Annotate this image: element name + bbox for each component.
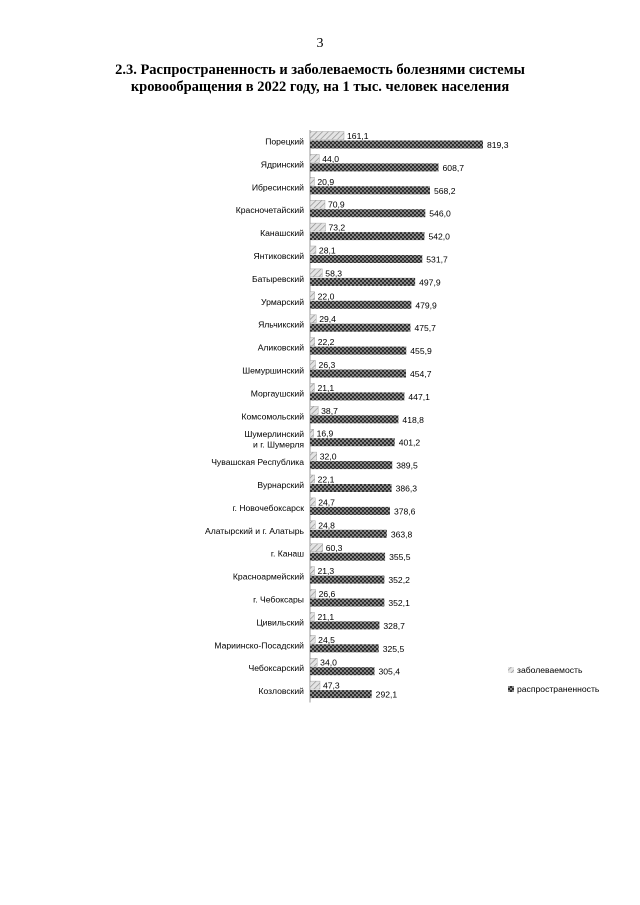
data-label-incidence: 58,3 bbox=[325, 268, 343, 279]
data-label-incidence: 24,7 bbox=[318, 497, 335, 508]
bar-prevalence bbox=[310, 530, 387, 538]
category-label: Красночетайский bbox=[235, 205, 304, 216]
data-label-incidence: 38,7 bbox=[321, 405, 338, 416]
data-label-prevalence: 325,5 bbox=[382, 643, 405, 654]
bar-prevalence bbox=[310, 667, 374, 675]
bar-incidence bbox=[310, 132, 344, 140]
category-label: Канашский bbox=[260, 228, 304, 239]
legend-swatch bbox=[508, 686, 514, 692]
bar-incidence bbox=[310, 498, 315, 506]
data-label-incidence: 70,9 bbox=[327, 199, 345, 210]
data-label-prevalence: 328,7 bbox=[383, 620, 405, 631]
bar-incidence bbox=[310, 406, 318, 414]
data-label-prevalence: 819,3 bbox=[487, 140, 509, 150]
data-label-incidence: 16,9 bbox=[316, 428, 334, 439]
bar-incidence bbox=[310, 544, 323, 552]
data-label-incidence: 22,2 bbox=[317, 337, 335, 348]
data-label-prevalence: 418,8 bbox=[402, 414, 424, 425]
data-label-incidence: 34,0 bbox=[320, 657, 337, 668]
bar-prevalence bbox=[310, 690, 372, 698]
bar-prevalence bbox=[310, 278, 415, 286]
data-label-prevalence: 479,9 bbox=[415, 300, 437, 311]
data-label-prevalence: 568,2 bbox=[433, 185, 456, 196]
category-label: Урмарский bbox=[261, 296, 304, 307]
category-label: Ибресинский bbox=[251, 182, 304, 193]
data-label-prevalence: 352,2 bbox=[388, 575, 410, 586]
data-label-prevalence: 363,8 bbox=[390, 529, 413, 540]
data-label-prevalence: 389,5 bbox=[396, 460, 418, 471]
bar-incidence bbox=[310, 177, 314, 185]
data-label-prevalence: 608,7 bbox=[442, 162, 465, 173]
data-label-prevalence: 455,9 bbox=[410, 346, 432, 357]
data-label-incidence: 44,0 bbox=[322, 153, 340, 164]
bar-incidence bbox=[310, 383, 314, 391]
data-label-prevalence: 292,1 bbox=[375, 689, 398, 700]
category-label: Аликовский bbox=[257, 342, 304, 353]
category-label: Шемуршинский bbox=[242, 365, 304, 376]
data-label-prevalence: 401,2 bbox=[398, 437, 421, 448]
bar-prevalence bbox=[310, 599, 384, 607]
bar-prevalence bbox=[310, 461, 392, 469]
bar-incidence bbox=[310, 246, 316, 254]
data-label-incidence: 47,3 bbox=[322, 680, 340, 691]
data-label-incidence: 26,6 bbox=[318, 589, 336, 599]
legend bbox=[508, 665, 600, 694]
category-label: Мариинско-Посадский bbox=[214, 640, 304, 651]
data-label-prevalence: 546,0 bbox=[429, 208, 451, 219]
data-label-prevalence: 454,7 bbox=[410, 369, 432, 379]
category-label: Козловский bbox=[258, 686, 304, 697]
data-label-incidence: 29,4 bbox=[319, 314, 336, 325]
category-label: Порецкий bbox=[265, 136, 304, 147]
data-label-prevalence: 497,9 bbox=[419, 277, 441, 288]
bar-prevalence bbox=[310, 415, 398, 423]
bar-prevalence bbox=[310, 163, 439, 171]
bar-prevalence bbox=[310, 438, 395, 446]
category-label: Янтиковский bbox=[253, 250, 304, 261]
data-label-incidence: 21,1 bbox=[317, 382, 335, 393]
data-label-incidence: 21,3 bbox=[317, 566, 335, 577]
chart-title bbox=[60, 62, 580, 96]
bar-incidence bbox=[310, 452, 317, 460]
data-label-prevalence: 542,0 bbox=[428, 231, 450, 242]
category-label: Батыревский bbox=[251, 273, 304, 284]
bar-prevalence bbox=[310, 232, 424, 240]
category-label: Чебоксарский bbox=[248, 663, 304, 674]
bar-prevalence bbox=[310, 484, 392, 492]
category-label: Цивильский bbox=[256, 617, 304, 628]
data-label-prevalence: 305,4 bbox=[378, 666, 401, 677]
category-label: Яльчикский bbox=[258, 319, 304, 330]
category-label-line: и г. Шумерля bbox=[253, 439, 304, 450]
legend-swatch bbox=[508, 667, 514, 673]
bar-chart bbox=[0, 120, 640, 720]
bar-prevalence bbox=[310, 576, 384, 584]
bar-incidence bbox=[310, 475, 315, 483]
bar-incidence bbox=[310, 361, 316, 369]
category-label: Чувашская Республика bbox=[211, 457, 304, 468]
bar-incidence bbox=[310, 521, 315, 529]
category-label: г. Чебоксары bbox=[253, 594, 304, 605]
category-label: г. Новочебоксарск bbox=[232, 502, 304, 513]
category-label: Ядринский bbox=[260, 159, 304, 170]
data-label-incidence: 60,3 bbox=[325, 543, 343, 554]
bar-incidence bbox=[310, 338, 315, 346]
category-label: Комсомольский bbox=[241, 411, 304, 422]
data-label-incidence: 21,1 bbox=[317, 611, 335, 622]
data-label-prevalence: 378,6 bbox=[393, 506, 416, 517]
bar-prevalence bbox=[310, 392, 404, 400]
data-label-prevalence: 447,1 bbox=[408, 391, 430, 402]
bar-incidence bbox=[310, 658, 317, 666]
data-label-incidence: 26,3 bbox=[318, 360, 336, 370]
bar-incidence bbox=[310, 635, 315, 643]
bar-prevalence bbox=[310, 141, 483, 149]
data-label-incidence: 28,1 bbox=[318, 245, 336, 256]
bar-prevalence bbox=[310, 255, 422, 263]
category-label: Алатырский и г. Алатырь bbox=[204, 525, 304, 536]
data-label-incidence: 20,9 bbox=[317, 176, 335, 187]
data-label-prevalence: 355,5 bbox=[389, 552, 411, 563]
category-label: г. Канаш bbox=[270, 548, 304, 559]
data-label-incidence: 24,8 bbox=[318, 520, 335, 531]
chart-title-line-1: 2.3. Распространенность и заболеваемость болезнями системы bbox=[115, 62, 525, 78]
bar-incidence bbox=[310, 567, 314, 575]
bar-prevalence bbox=[310, 370, 406, 378]
bar-prevalence bbox=[310, 209, 425, 217]
data-label-prevalence: 386,3 bbox=[395, 483, 418, 494]
category-label: Вурнарский bbox=[257, 479, 304, 490]
bar-prevalence bbox=[310, 186, 430, 194]
data-label-incidence: 22,0 bbox=[317, 291, 335, 302]
data-label-prevalence: 352,1 bbox=[388, 598, 410, 608]
bar-incidence bbox=[310, 681, 320, 689]
bar-incidence bbox=[310, 200, 325, 208]
chart-title-line-2: кровообращения в 2022 году, на 1 тыс. человек населения bbox=[130, 79, 510, 95]
legend-label: заболеваемость bbox=[517, 665, 583, 675]
bar-incidence bbox=[310, 612, 314, 620]
category-label-line: Шумерлинский bbox=[244, 429, 304, 440]
bar-incidence bbox=[310, 292, 315, 300]
category-label bbox=[245, 429, 305, 450]
chart-marks bbox=[205, 130, 509, 703]
data-label-incidence: 22,1 bbox=[317, 474, 335, 485]
category-label: Красноармейский bbox=[232, 571, 304, 582]
bar-incidence bbox=[310, 315, 316, 323]
bar-incidence bbox=[310, 269, 322, 277]
data-label-prevalence: 475,7 bbox=[414, 323, 436, 334]
data-label-incidence: 161,1 bbox=[347, 131, 369, 141]
bar-prevalence bbox=[310, 621, 379, 629]
page-number: 3 bbox=[316, 36, 324, 51]
legend-label: распространенность bbox=[517, 684, 600, 694]
bar-prevalence bbox=[310, 347, 406, 355]
category-label: Моргаушский bbox=[250, 388, 304, 399]
data-label-incidence: 24,5 bbox=[318, 634, 335, 645]
bar-prevalence bbox=[310, 644, 379, 652]
bar-incidence bbox=[310, 590, 316, 598]
bar-prevalence bbox=[310, 324, 410, 332]
bar-incidence bbox=[310, 429, 314, 437]
bar-prevalence bbox=[310, 553, 385, 561]
bar-incidence bbox=[310, 154, 319, 162]
data-label-incidence: 32,0 bbox=[319, 451, 337, 462]
bar-prevalence bbox=[310, 507, 390, 515]
data-label-incidence: 73,2 bbox=[328, 222, 346, 233]
bar-prevalence bbox=[310, 301, 411, 309]
bar-incidence bbox=[310, 223, 325, 231]
data-label-prevalence: 531,7 bbox=[426, 254, 448, 265]
